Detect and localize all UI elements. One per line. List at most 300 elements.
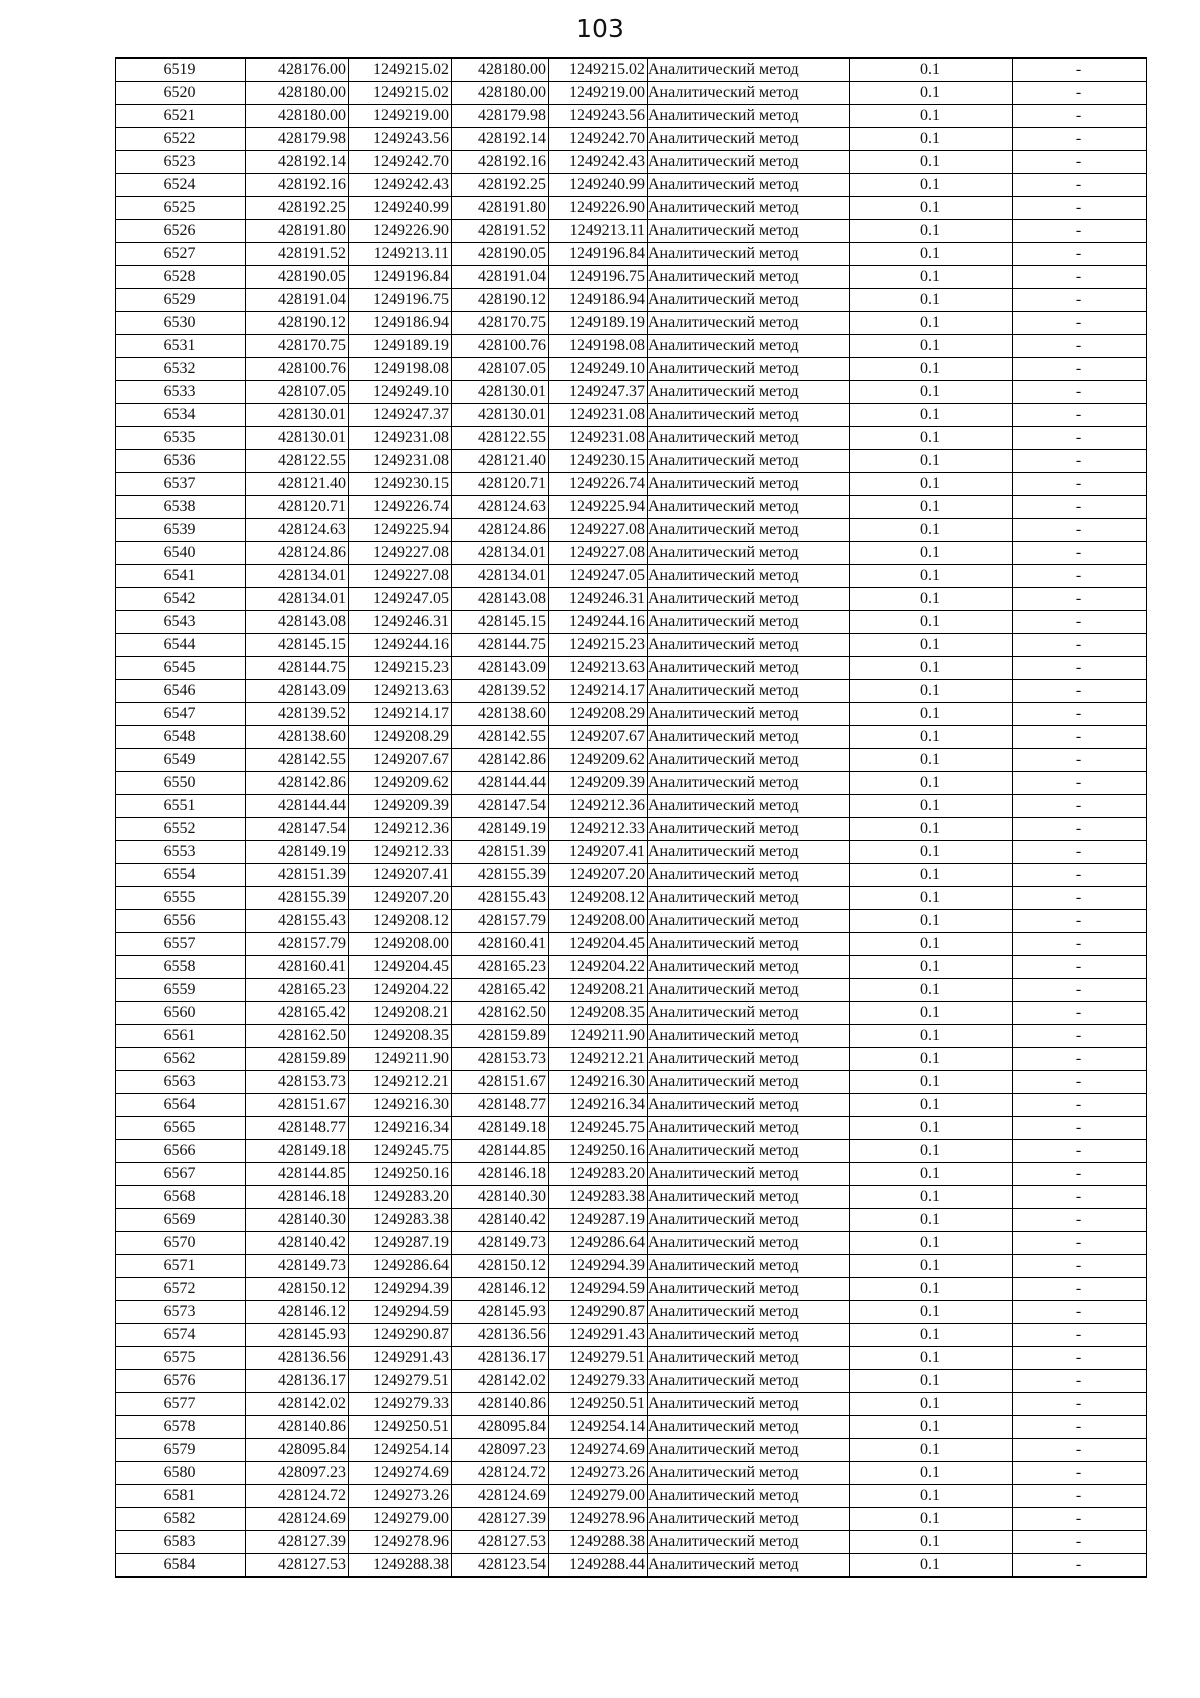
cell-note: -	[1013, 496, 1147, 519]
cell-start-x: 428124.69	[246, 1508, 349, 1531]
cell-start-y: 1249279.51	[349, 1370, 452, 1393]
cell-note: -	[1013, 1462, 1147, 1485]
cell-start-x: 428127.39	[246, 1531, 349, 1554]
cell-end-y: 1249226.74	[549, 473, 648, 496]
cell-point-id: 6522	[116, 128, 246, 151]
cell-start-y: 1249215.23	[349, 657, 452, 680]
cell-start-y: 1249274.69	[349, 1462, 452, 1485]
cell-accuracy: 0.1	[850, 358, 1013, 381]
cell-start-x: 428130.01	[246, 427, 349, 450]
cell-end-x: 428124.72	[452, 1462, 549, 1485]
cell-end-x: 428180.00	[452, 58, 549, 82]
cell-end-y: 1249230.15	[549, 450, 648, 473]
cell-note: -	[1013, 243, 1147, 266]
table-row	[116, 1508, 1147, 1531]
cell-start-x: 428149.73	[246, 1255, 349, 1278]
cell-end-y: 1249208.12	[549, 887, 648, 910]
cell-accuracy: 0.1	[850, 128, 1013, 151]
cell-accuracy: 0.1	[850, 1324, 1013, 1347]
cell-point-id: 6559	[116, 979, 246, 1002]
cell-end-y: 1249249.10	[549, 358, 648, 381]
cell-note: -	[1013, 772, 1147, 795]
cell-end-x: 428136.56	[452, 1324, 549, 1347]
cell-accuracy: 0.1	[850, 634, 1013, 657]
cell-end-x: 428124.69	[452, 1485, 549, 1508]
cell-end-y: 1249216.34	[549, 1094, 648, 1117]
cell-start-x: 428170.75	[246, 335, 349, 358]
cell-point-id: 6529	[116, 289, 246, 312]
cell-accuracy: 0.1	[850, 243, 1013, 266]
cell-note: -	[1013, 473, 1147, 496]
table-row	[116, 657, 1147, 680]
cell-method: Аналитический метод	[648, 795, 850, 818]
cell-start-x: 428142.86	[246, 772, 349, 795]
table-row	[116, 726, 1147, 749]
cell-note: -	[1013, 151, 1147, 174]
cell-accuracy: 0.1	[850, 450, 1013, 473]
cell-end-x: 428142.02	[452, 1370, 549, 1393]
cell-note: -	[1013, 542, 1147, 565]
cell-start-y: 1249226.74	[349, 496, 452, 519]
cell-end-x: 428130.01	[452, 404, 549, 427]
cell-method: Аналитический метод	[648, 1531, 850, 1554]
cell-accuracy: 0.1	[850, 1232, 1013, 1255]
table-row	[116, 611, 1147, 634]
cell-end-x: 428144.75	[452, 634, 549, 657]
page-number: 103	[576, 14, 624, 43]
table-row	[116, 266, 1147, 289]
cell-method: Аналитический метод	[648, 358, 850, 381]
table-row	[116, 887, 1147, 910]
table-row	[116, 818, 1147, 841]
cell-end-y: 1249204.22	[549, 956, 648, 979]
cell-start-y: 1249287.19	[349, 1232, 452, 1255]
cell-method: Аналитический метод	[648, 979, 850, 1002]
table-row	[116, 82, 1147, 105]
table-row	[116, 864, 1147, 887]
table-row	[116, 1025, 1147, 1048]
cell-point-id: 6549	[116, 749, 246, 772]
cell-note: -	[1013, 289, 1147, 312]
cell-point-id: 6571	[116, 1255, 246, 1278]
cell-start-y: 1249278.96	[349, 1531, 452, 1554]
cell-start-y: 1249250.16	[349, 1163, 452, 1186]
cell-end-x: 428097.23	[452, 1439, 549, 1462]
cell-end-y: 1249242.70	[549, 128, 648, 151]
cell-end-y: 1249243.56	[549, 105, 648, 128]
cell-start-x: 428146.18	[246, 1186, 349, 1209]
cell-end-x: 428130.01	[452, 381, 549, 404]
cell-method: Аналитический метод	[648, 519, 850, 542]
cell-note: -	[1013, 1324, 1147, 1347]
cell-accuracy: 0.1	[850, 335, 1013, 358]
cell-accuracy: 0.1	[850, 588, 1013, 611]
cell-accuracy: 0.1	[850, 312, 1013, 335]
cell-accuracy: 0.1	[850, 956, 1013, 979]
cell-point-id: 6524	[116, 174, 246, 197]
cell-start-x: 428162.50	[246, 1025, 349, 1048]
cell-end-x: 428100.76	[452, 335, 549, 358]
cell-accuracy: 0.1	[850, 887, 1013, 910]
cell-note: -	[1013, 864, 1147, 887]
cell-end-x: 428160.41	[452, 933, 549, 956]
cell-accuracy: 0.1	[850, 841, 1013, 864]
cell-accuracy: 0.1	[850, 1485, 1013, 1508]
cell-start-x: 428148.77	[246, 1117, 349, 1140]
cell-note: -	[1013, 703, 1147, 726]
table-row	[116, 1370, 1147, 1393]
cell-start-x: 428149.19	[246, 841, 349, 864]
cell-note: -	[1013, 1163, 1147, 1186]
cell-note: -	[1013, 1140, 1147, 1163]
cell-start-y: 1249279.00	[349, 1508, 452, 1531]
table-row	[116, 979, 1147, 1002]
cell-method: Аналитический метод	[648, 818, 850, 841]
cell-start-x: 428191.80	[246, 220, 349, 243]
cell-accuracy: 0.1	[850, 381, 1013, 404]
cell-start-x: 428153.73	[246, 1071, 349, 1094]
table-row	[116, 1186, 1147, 1209]
cell-point-id: 6583	[116, 1531, 246, 1554]
cell-end-y: 1249204.45	[549, 933, 648, 956]
cell-note: -	[1013, 519, 1147, 542]
cell-note: -	[1013, 749, 1147, 772]
cell-start-x: 428192.14	[246, 151, 349, 174]
cell-start-x: 428100.76	[246, 358, 349, 381]
cell-end-y: 1249231.08	[549, 427, 648, 450]
cell-start-x: 428150.12	[246, 1278, 349, 1301]
cell-note: -	[1013, 588, 1147, 611]
cell-point-id: 6575	[116, 1347, 246, 1370]
cell-end-x: 428140.42	[452, 1209, 549, 1232]
cell-point-id: 6572	[116, 1278, 246, 1301]
cell-end-y: 1249213.63	[549, 657, 648, 680]
cell-end-x: 428147.54	[452, 795, 549, 818]
table-row	[116, 1324, 1147, 1347]
cell-method: Аналитический метод	[648, 611, 850, 634]
cell-note: -	[1013, 933, 1147, 956]
cell-start-x: 428134.01	[246, 588, 349, 611]
cell-start-x: 428140.30	[246, 1209, 349, 1232]
cell-point-id: 6558	[116, 956, 246, 979]
cell-method: Аналитический метод	[648, 427, 850, 450]
cell-start-x: 428190.12	[246, 312, 349, 335]
cell-end-x: 428136.17	[452, 1347, 549, 1370]
cell-note: -	[1013, 450, 1147, 473]
cell-accuracy: 0.1	[850, 1301, 1013, 1324]
cell-accuracy: 0.1	[850, 1163, 1013, 1186]
cell-end-y: 1249213.11	[549, 220, 648, 243]
cell-point-id: 6578	[116, 1416, 246, 1439]
coordinates-table	[115, 57, 1147, 1578]
cell-point-id: 6564	[116, 1094, 246, 1117]
table-row	[116, 956, 1147, 979]
cell-start-x: 428120.71	[246, 496, 349, 519]
cell-note: -	[1013, 611, 1147, 634]
cell-start-y: 1249242.70	[349, 151, 452, 174]
cell-end-x: 428155.43	[452, 887, 549, 910]
cell-point-id: 6576	[116, 1370, 246, 1393]
cell-start-x: 428134.01	[246, 565, 349, 588]
table-row	[116, 1347, 1147, 1370]
cell-end-x: 428191.80	[452, 197, 549, 220]
cell-end-y: 1249274.69	[549, 1439, 648, 1462]
cell-start-y: 1249207.67	[349, 749, 452, 772]
cell-end-y: 1249247.05	[549, 565, 648, 588]
cell-note: -	[1013, 1370, 1147, 1393]
cell-point-id: 6536	[116, 450, 246, 473]
cell-end-x: 428127.39	[452, 1508, 549, 1531]
cell-accuracy: 0.1	[850, 1186, 1013, 1209]
table-row	[116, 772, 1147, 795]
cell-start-x: 428122.55	[246, 450, 349, 473]
cell-end-x: 428127.53	[452, 1531, 549, 1554]
cell-start-x: 428143.09	[246, 680, 349, 703]
cell-end-x: 428149.73	[452, 1232, 549, 1255]
cell-end-x: 428134.01	[452, 565, 549, 588]
cell-start-y: 1249209.62	[349, 772, 452, 795]
cell-note: -	[1013, 1485, 1147, 1508]
cell-accuracy: 0.1	[850, 864, 1013, 887]
cell-end-y: 1249240.99	[549, 174, 648, 197]
table-row	[116, 841, 1147, 864]
cell-start-x: 428138.60	[246, 726, 349, 749]
cell-point-id: 6548	[116, 726, 246, 749]
table-row	[116, 128, 1147, 151]
cell-note: -	[1013, 381, 1147, 404]
table-row	[116, 749, 1147, 772]
cell-note: -	[1013, 1255, 1147, 1278]
table-row	[116, 473, 1147, 496]
cell-note: -	[1013, 105, 1147, 128]
cell-accuracy: 0.1	[850, 611, 1013, 634]
cell-method: Аналитический метод	[648, 1301, 850, 1324]
cell-start-y: 1249227.08	[349, 542, 452, 565]
cell-end-y: 1249212.21	[549, 1048, 648, 1071]
cell-start-x: 428165.23	[246, 979, 349, 1002]
cell-method: Аналитический метод	[648, 1232, 850, 1255]
cell-method: Аналитический метод	[648, 128, 850, 151]
cell-end-y: 1249198.08	[549, 335, 648, 358]
cell-start-x: 428151.67	[246, 1094, 349, 1117]
cell-start-y: 1249250.51	[349, 1416, 452, 1439]
cell-method: Аналитический метод	[648, 220, 850, 243]
cell-start-x: 428139.52	[246, 703, 349, 726]
cell-method: Аналитический метод	[648, 1002, 850, 1025]
cell-end-y: 1249247.37	[549, 381, 648, 404]
cell-note: -	[1013, 1094, 1147, 1117]
cell-method: Аналитический метод	[648, 1048, 850, 1071]
cell-end-x: 428146.12	[452, 1278, 549, 1301]
cell-accuracy: 0.1	[850, 933, 1013, 956]
cell-note: -	[1013, 427, 1147, 450]
cell-method: Аналитический метод	[648, 289, 850, 312]
cell-end-y: 1249242.43	[549, 151, 648, 174]
cell-end-y: 1249208.21	[549, 979, 648, 1002]
table-row	[116, 1140, 1147, 1163]
cell-end-y: 1249231.08	[549, 404, 648, 427]
cell-end-x: 428149.18	[452, 1117, 549, 1140]
cell-method: Аналитический метод	[648, 1117, 850, 1140]
cell-method: Аналитический метод	[648, 1163, 850, 1186]
cell-note: -	[1013, 818, 1147, 841]
cell-accuracy: 0.1	[850, 197, 1013, 220]
table-row	[116, 1393, 1147, 1416]
cell-start-y: 1249215.02	[349, 82, 452, 105]
cell-note: -	[1013, 1232, 1147, 1255]
cell-accuracy: 0.1	[850, 818, 1013, 841]
cell-start-x: 428191.04	[246, 289, 349, 312]
cell-point-id: 6555	[116, 887, 246, 910]
cell-note: -	[1013, 312, 1147, 335]
cell-end-y: 1249287.19	[549, 1209, 648, 1232]
table-row	[116, 1255, 1147, 1278]
cell-accuracy: 0.1	[850, 404, 1013, 427]
table-row	[116, 197, 1147, 220]
cell-method: Аналитический метод	[648, 956, 850, 979]
cell-note: -	[1013, 404, 1147, 427]
cell-start-x: 428121.40	[246, 473, 349, 496]
cell-accuracy: 0.1	[850, 910, 1013, 933]
cell-point-id: 6551	[116, 795, 246, 818]
cell-note: -	[1013, 174, 1147, 197]
cell-note: -	[1013, 979, 1147, 1002]
cell-end-y: 1249208.35	[549, 1002, 648, 1025]
cell-end-x: 428148.77	[452, 1094, 549, 1117]
cell-end-y: 1249211.90	[549, 1025, 648, 1048]
cell-note: -	[1013, 680, 1147, 703]
cell-start-y: 1249245.75	[349, 1140, 452, 1163]
cell-end-x: 428179.98	[452, 105, 549, 128]
cell-start-y: 1249207.41	[349, 864, 452, 887]
cell-point-id: 6523	[116, 151, 246, 174]
cell-start-x: 428191.52	[246, 243, 349, 266]
cell-method: Аналитический метод	[648, 404, 850, 427]
cell-start-x: 428160.41	[246, 956, 349, 979]
cell-start-y: 1249242.43	[349, 174, 452, 197]
cell-start-y: 1249212.36	[349, 818, 452, 841]
cell-method: Аналитический метод	[648, 588, 850, 611]
cell-end-x: 428149.19	[452, 818, 549, 841]
cell-start-x: 428145.93	[246, 1324, 349, 1347]
table-row	[116, 703, 1147, 726]
cell-start-x: 428142.02	[246, 1393, 349, 1416]
cell-start-y: 1249213.11	[349, 243, 452, 266]
cell-start-x: 428095.84	[246, 1439, 349, 1462]
cell-start-x: 428127.53	[246, 1554, 349, 1578]
table-row	[116, 910, 1147, 933]
cell-point-id: 6569	[116, 1209, 246, 1232]
table-row	[116, 220, 1147, 243]
table-row	[116, 1094, 1147, 1117]
cell-method: Аналитический метод	[648, 1393, 850, 1416]
cell-point-id: 6534	[116, 404, 246, 427]
cell-end-y: 1249294.39	[549, 1255, 648, 1278]
cell-start-y: 1249283.20	[349, 1186, 452, 1209]
cell-end-x: 428140.30	[452, 1186, 549, 1209]
cell-start-x: 428142.55	[246, 749, 349, 772]
cell-start-x: 428140.42	[246, 1232, 349, 1255]
cell-method: Аналитический метод	[648, 864, 850, 887]
cell-method: Аналитический метод	[648, 450, 850, 473]
cell-note: -	[1013, 795, 1147, 818]
cell-end-x: 428143.09	[452, 657, 549, 680]
table-row	[116, 565, 1147, 588]
cell-accuracy: 0.1	[850, 82, 1013, 105]
cell-accuracy: 0.1	[850, 1554, 1013, 1578]
cell-start-x: 428136.56	[246, 1347, 349, 1370]
cell-accuracy: 0.1	[850, 105, 1013, 128]
table-row	[116, 1462, 1147, 1485]
table-row	[116, 496, 1147, 519]
cell-method: Аналитический метод	[648, 657, 850, 680]
cell-end-y: 1249291.43	[549, 1324, 648, 1347]
cell-start-y: 1249226.90	[349, 220, 452, 243]
cell-start-y: 1249215.02	[349, 58, 452, 82]
cell-method: Аналитический метод	[648, 1025, 850, 1048]
cell-point-id: 6581	[116, 1485, 246, 1508]
cell-point-id: 6520	[116, 82, 246, 105]
cell-end-y: 1249286.64	[549, 1232, 648, 1255]
cell-end-y: 1249278.96	[549, 1508, 648, 1531]
table-row	[116, 58, 1147, 82]
cell-note: -	[1013, 1347, 1147, 1370]
cell-accuracy: 0.1	[850, 726, 1013, 749]
cell-start-y: 1249246.31	[349, 611, 452, 634]
cell-note: -	[1013, 266, 1147, 289]
cell-end-x: 428157.79	[452, 910, 549, 933]
cell-point-id: 6545	[116, 657, 246, 680]
cell-note: -	[1013, 657, 1147, 680]
cell-start-y: 1249211.90	[349, 1048, 452, 1071]
cell-point-id: 6568	[116, 1186, 246, 1209]
table-row	[116, 151, 1147, 174]
cell-end-y: 1249216.30	[549, 1071, 648, 1094]
cell-note: -	[1013, 565, 1147, 588]
cell-point-id: 6541	[116, 565, 246, 588]
cell-end-x: 428123.54	[452, 1554, 549, 1578]
cell-end-x: 428139.52	[452, 680, 549, 703]
cell-accuracy: 0.1	[850, 174, 1013, 197]
cell-end-x: 428150.12	[452, 1255, 549, 1278]
cell-start-y: 1249288.38	[349, 1554, 452, 1578]
cell-point-id: 6565	[116, 1117, 246, 1140]
cell-method: Аналитический метод	[648, 680, 850, 703]
cell-accuracy: 0.1	[850, 1140, 1013, 1163]
table-row	[116, 1301, 1147, 1324]
cell-method: Аналитический метод	[648, 58, 850, 82]
cell-note: -	[1013, 910, 1147, 933]
cell-end-y: 1249196.75	[549, 266, 648, 289]
cell-end-x: 428142.86	[452, 749, 549, 772]
cell-note: -	[1013, 956, 1147, 979]
cell-accuracy: 0.1	[850, 1370, 1013, 1393]
cell-end-x: 428140.86	[452, 1393, 549, 1416]
cell-start-y: 1249186.94	[349, 312, 452, 335]
cell-end-x: 428190.12	[452, 289, 549, 312]
cell-point-id: 6542	[116, 588, 246, 611]
cell-accuracy: 0.1	[850, 749, 1013, 772]
cell-end-y: 1249226.90	[549, 197, 648, 220]
cell-start-y: 1249244.16	[349, 634, 452, 657]
cell-start-x: 428157.79	[246, 933, 349, 956]
cell-start-x: 428136.17	[246, 1370, 349, 1393]
cell-method: Аналитический метод	[648, 1278, 850, 1301]
table-row	[116, 1071, 1147, 1094]
cell-point-id: 6532	[116, 358, 246, 381]
cell-note: -	[1013, 1508, 1147, 1531]
cell-accuracy: 0.1	[850, 289, 1013, 312]
